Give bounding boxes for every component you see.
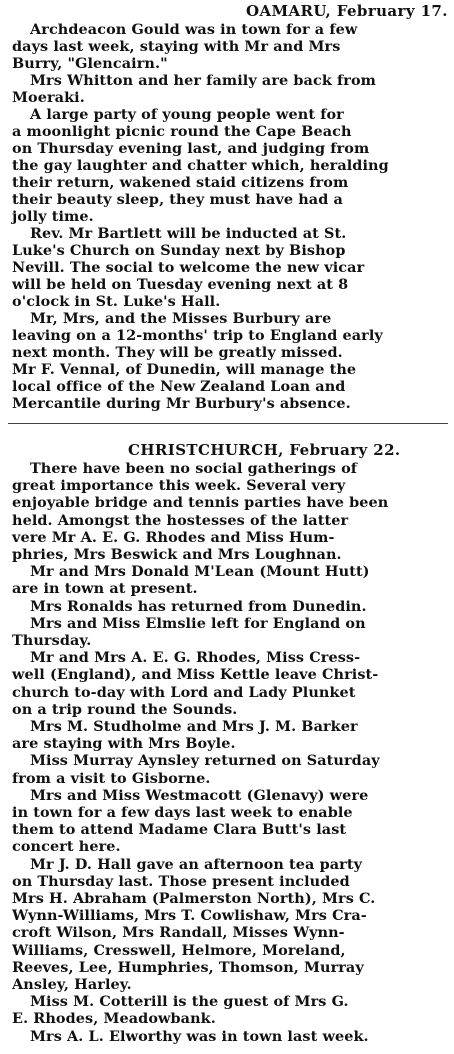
- christchurch-text-line: Ansley, Harley.: [12, 976, 132, 993]
- oamaru-text-line: a moonlight picnic round the Cape Beach: [12, 123, 352, 140]
- christchurch-text-line: well (England), and Miss Kettle leave Christ-: [12, 666, 379, 684]
- oamaru-text-line: Luke's Church on Sunday next by Bishop: [12, 242, 346, 259]
- christchurch-text-line: Mrs A. L. Elworthy was in town last week.: [30, 1027, 369, 1045]
- oamaru-text-line: Mercantile during Mr Burbury's absence.: [12, 395, 351, 412]
- christchurch-text-line: in town for a few days last week to enable: [12, 804, 353, 821]
- oamaru-text-line: the gay laughter and chatter which, heralding: [12, 157, 389, 174]
- christchurch-text-line: vere Mr A. E. G. Rhodes and Miss Hum-: [12, 528, 335, 546]
- christchurch-text-line: Miss M. Cotterill is the guest of Mrs G.: [30, 993, 349, 1011]
- christchurch-text-line: Wynn-Williams, Mrs T. Cowlishaw, Mrs Cra-: [12, 907, 367, 925]
- christchurch-text-line: church to-day with Lord and Lady Plunket: [12, 683, 356, 701]
- oamaru-text-line: local office of the New Zealand Loan and: [12, 378, 346, 395]
- section-divider: [8, 423, 448, 424]
- christchurch-text-line: from a visit to Gisborne.: [12, 769, 211, 787]
- christchurch-text-line: Mrs and Miss Westmacott (Glenavy) were: [30, 786, 369, 804]
- christchurch-text-line: Mrs Ronalds has returned from Dunedin.: [30, 597, 367, 615]
- christchurch-text-line: Williams, Cresswell, Helmore, Moreland,: [12, 941, 346, 959]
- christchurch-text-line: are staying with Mrs Boyle.: [12, 735, 236, 753]
- oamaru-text-line: Mr, Mrs, and the Misses Burbury are: [30, 310, 332, 327]
- oamaru-text-line: on Thursday evening last, and judging from: [12, 140, 370, 157]
- christchurch-text-line: concert here.: [12, 838, 121, 856]
- christchurch-text-line: them to attend Madame Clara Butt's last: [12, 821, 347, 839]
- oamaru-text-line: Mrs Whitton and her family are back from: [30, 72, 376, 89]
- oamaru-text-line: Burry, "Glencairn.": [12, 55, 168, 72]
- oamaru-text-line: their return, wakened staid citizens from: [12, 174, 349, 191]
- christchurch-text-line: Mr J. D. Hall gave an afternoon tea party: [30, 855, 363, 873]
- christchurch-text-line: Reeves, Lee, Humphries, Thomson, Murray: [12, 958, 364, 976]
- oamaru-text-line: o'clock in St. Luke's Hall.: [12, 293, 221, 310]
- christchurch-text-line: phries, Mrs Beswick and Mrs Loughnan.: [12, 546, 342, 563]
- oamaru-text-line: A large party of young people went for: [30, 106, 344, 123]
- christchurch-text-line: on Thursday last. Those present included: [12, 872, 350, 890]
- oamaru-text-line: their beauty sleep, they must have had a: [12, 191, 343, 208]
- oamaru-text-line: Archdeacon Gould was in town for a few: [30, 21, 358, 38]
- oamaru-heading: OAMARU, February 17.: [246, 2, 448, 20]
- christchurch-text-line: Mr and Mrs Donald M'Lean (Mount Hutt): [30, 563, 370, 581]
- oamaru-text-line: Rev. Mr Bartlett will be inducted at St.: [30, 225, 347, 242]
- oamaru-text-line: next month. They will be greatly missed.: [12, 344, 343, 361]
- christchurch-heading: CHRISTCHURCH, February 22.: [128, 441, 401, 459]
- oamaru-text-line: days last week, staying with Mr and Mrs: [12, 38, 341, 55]
- oamaru-text-line: will be held on Tuesday evening next at 8: [12, 276, 349, 293]
- oamaru-text-line: jolly time.: [12, 208, 94, 225]
- christchurch-text-line: croft Wilson, Mrs Randall, Misses Wynn-: [12, 924, 345, 942]
- christchurch-text-line: Mrs H. Abraham (Palmerston North), Mrs C.: [12, 890, 376, 907]
- christchurch-text-line: Mrs and Miss Elmslie left for England on: [30, 614, 366, 632]
- christchurch-text-line: great importance this week. Several very: [12, 477, 346, 495]
- christchurch-text-line: Miss Murray Aynsley returned on Saturday: [30, 752, 380, 770]
- oamaru-text-line: Nevill. The social to welcome the new vicar: [12, 259, 365, 276]
- christchurch-text-line: Mrs M. Studholme and Mrs J. M. Barker: [30, 718, 358, 735]
- oamaru-text-line: Mr F. Vennal, of Dunedin, will manage the: [12, 361, 357, 378]
- oamaru-text-line: Moeraki.: [12, 89, 85, 106]
- christchurch-text-line: held. Amongst the hostesses of the latter: [12, 511, 349, 529]
- christchurch-text-line: enjoyable bridge and tennis parties have been: [12, 494, 389, 512]
- christchurch-text-line: There have been no social gatherings of: [30, 460, 358, 477]
- christchurch-text-line: Mr and Mrs A. E. G. Rhodes, Miss Cress-: [30, 649, 361, 667]
- christchurch-text-line: E. Rhodes, Meadowbank.: [12, 1010, 216, 1028]
- christchurch-text-line: Thursday.: [12, 632, 92, 649]
- christchurch-text-line: are in town at present.: [12, 580, 198, 598]
- oamaru-text-line: leaving on a 12-months' trip to England early: [12, 327, 383, 344]
- christchurch-text-line: on a trip round the Sounds.: [12, 700, 238, 718]
